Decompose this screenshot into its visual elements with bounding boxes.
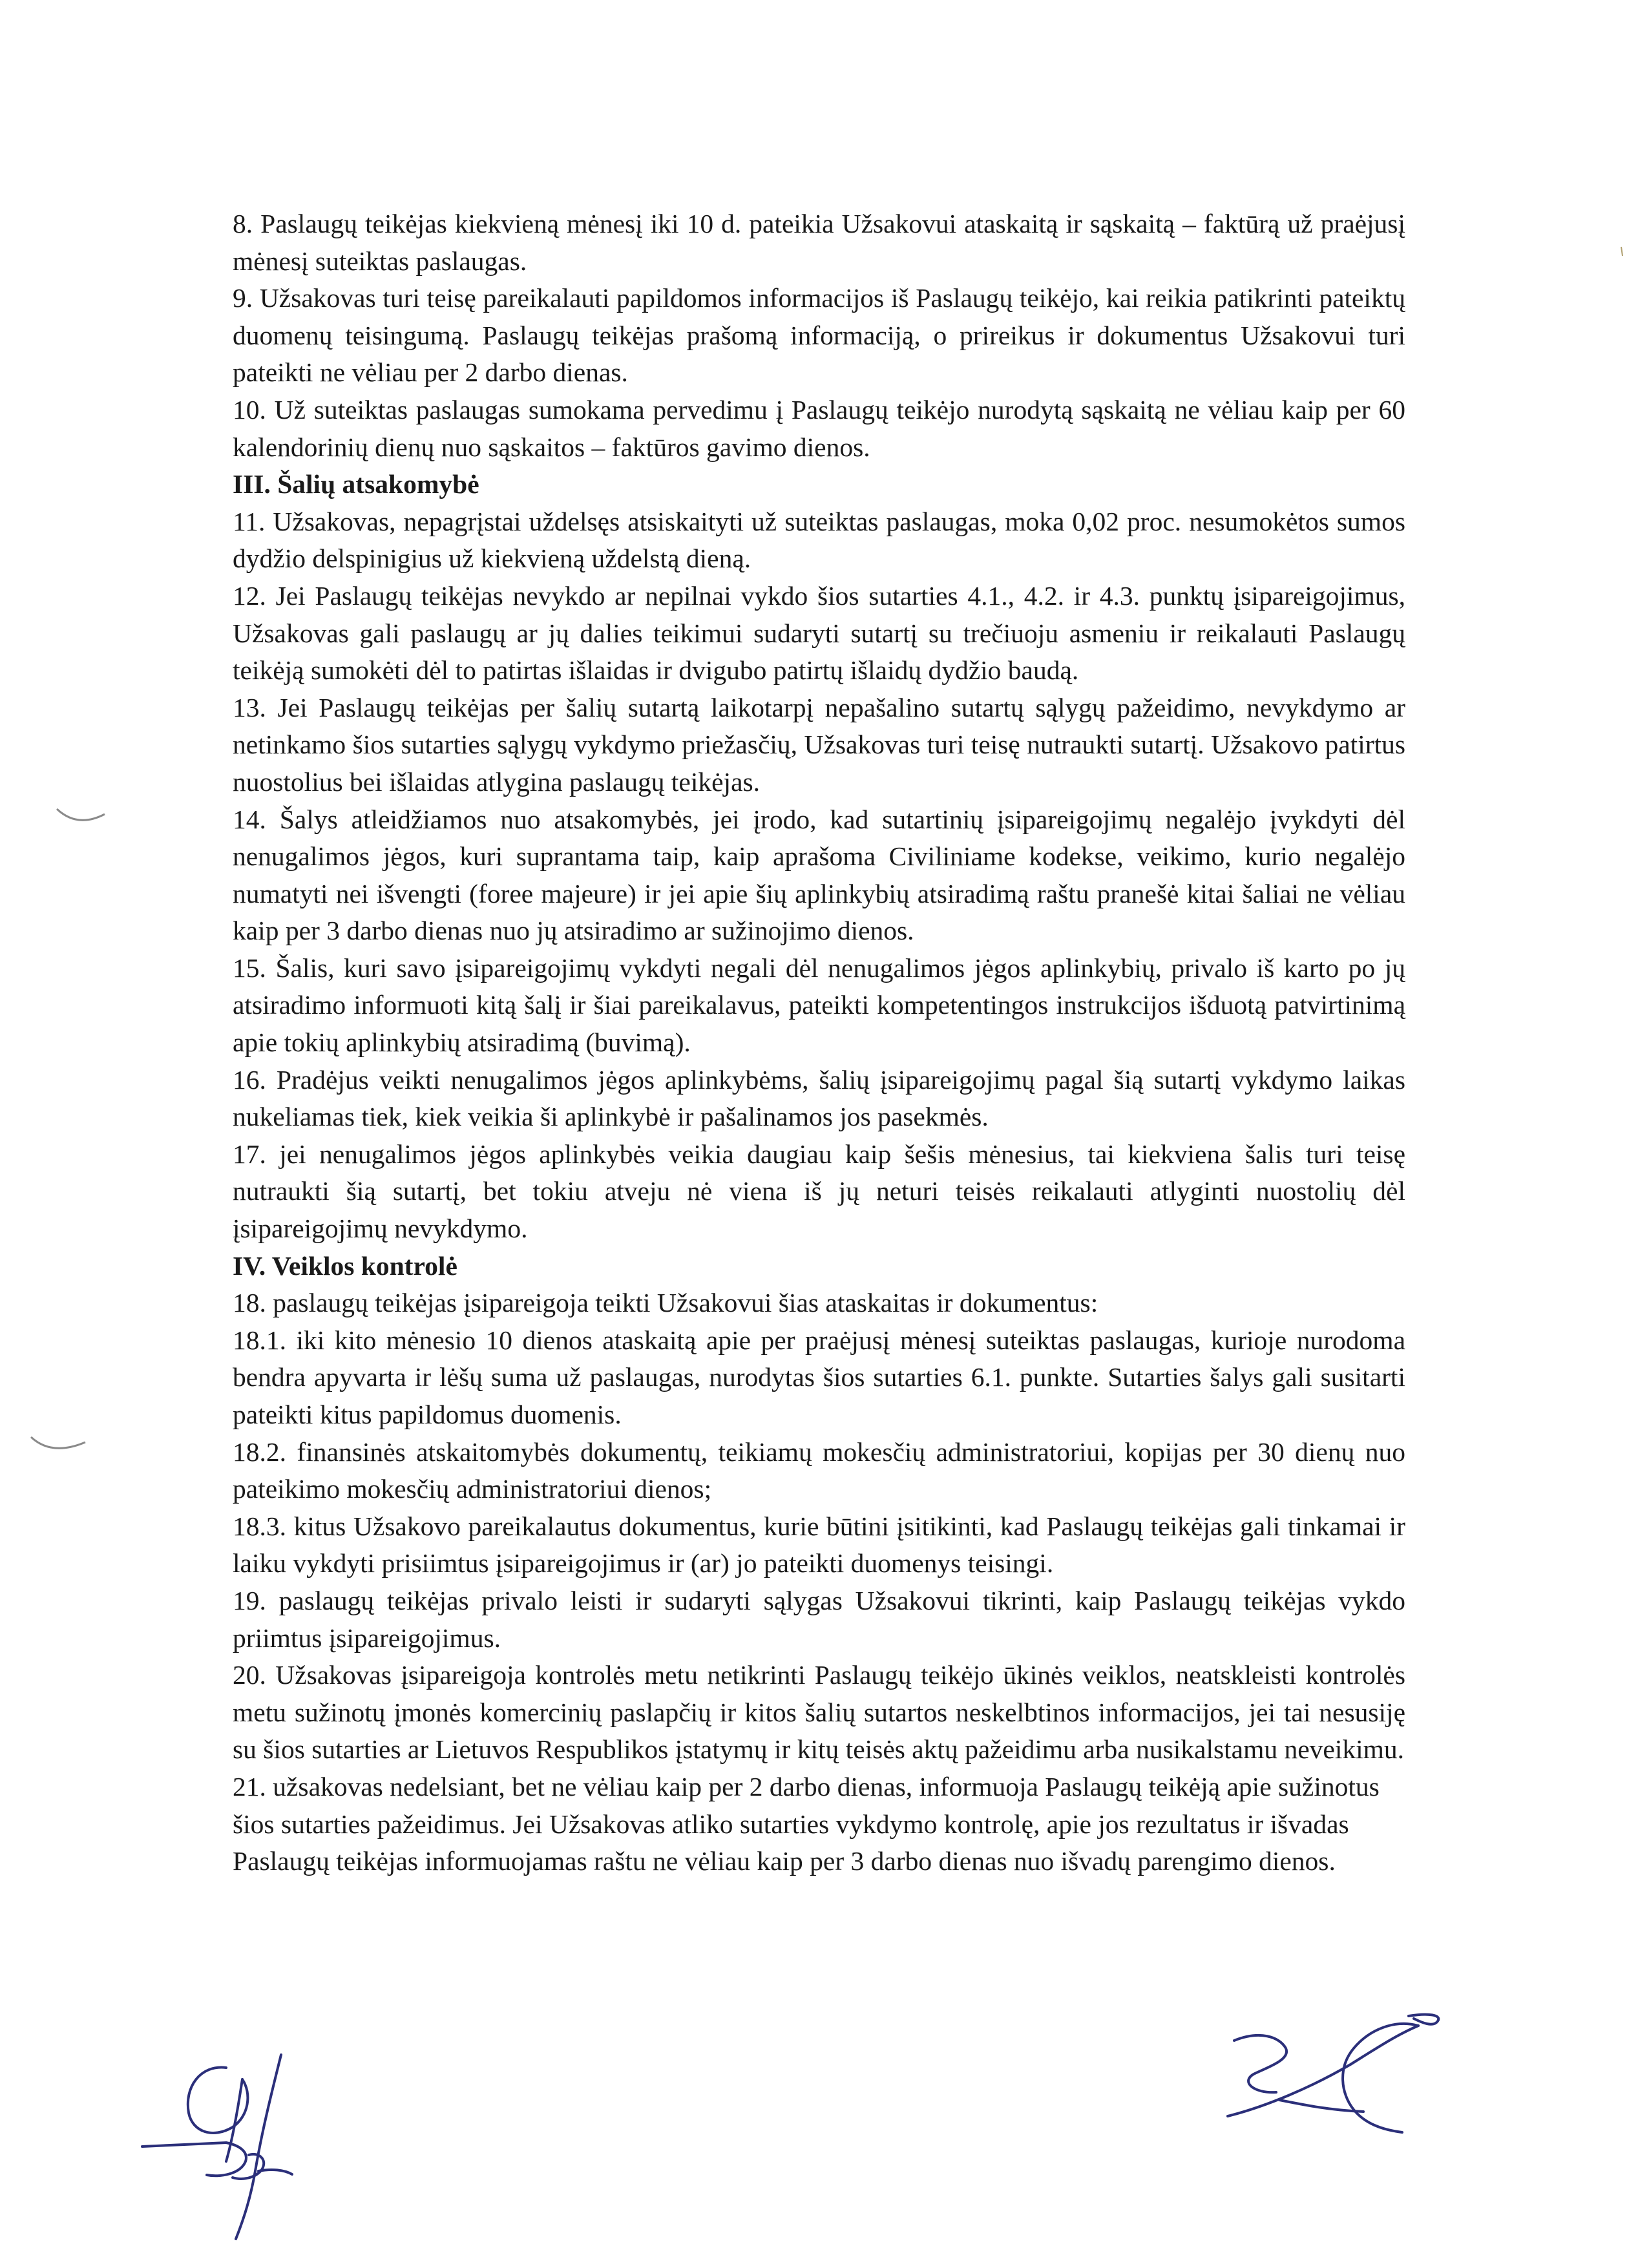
signature-left — [129, 2048, 349, 2242]
clause-15: 15. Šalis, kuri savo įsipareigojimų vykdyti negali dėl nenugalimos jėgos aplinkybių, privalo iš karto po jų atsiradimo informuoti kitą šalį ir šiai pareikalavus, pateikti kompetentingos instrukcijos išduotą patvirtinimą apie tokių aplinkybių atsiradimą (buvimą). — [233, 952, 1405, 1058]
binder-hole-mark-lower — [26, 1428, 90, 1467]
document-body — [233, 205, 1405, 1880]
clause-11: 11. Užsakovas, nepagrįstai uždelsęs atsiskaityti už suteiktas paslaugas, moka 0,02 proc. nesumokėtos sumos dydžio delspinigius už kiekvieną uždelstą dieną. — [233, 506, 1405, 574]
clause-19: 19. paslaugų teikėjas privalo leisti ir sudaryti sąlygas Užsakovui tikrinti, kaip Paslaugų teikėjas vykdo priimtus įsipareigojimus. — [233, 1585, 1405, 1653]
signature-right — [1215, 2003, 1460, 2152]
binder-hole-mark-upper — [52, 801, 110, 840]
clause-14: 14. Šalys atleidžiamos nuo atsakomybės, jei įrodo, kad sutartinių įsipareigojimų negalėjo įvykdyti dėl nenugalimos jėgos, kuri suprantama taip, kaip aprašoma Civiliniame kodekse, veikimo, kurio negalėjo numatyti nei išvengti (foree majeure) ir jei apie šių aplinkybių atsiradimą raštu pranešė kitai šaliai ne vėliau kaip per 3 darbo dienas nuo jų atsiradimo ar sužinojimo dienos. — [233, 804, 1405, 946]
clause-13: 13. Jei Paslaugų teikėjas per šalių sutartą laikotarpį nepašalino sutartų sąlygų pažeidimo, nevykdymo ar netinkamo šios sutarties sąlygų vykdymo priežasčių, Užsakovas turi teisę nutraukti sutartį. Užsakovo patirtus nuostolius bei išlaidas atlygina paslaugų teikėjas. — [233, 692, 1405, 797]
clause-21: 21. užsakovas nedelsiant, bet ne vėliau kaip per 2 darbo dienas, informuoja Paslaugų teikėją apie sužinotus šios sutarties pažeidimus. Jei Užsakovas atliko sutarties vykdymo kontrolę, apie jos rezultatus ir išvadas Paslaugų teikėjas informuojamas raštu ne vėliau kaip per 3 darbo dienas nuo išvadų parengimo dienos. — [233, 1771, 1380, 1876]
clause-18-2: 18.2. finansinės atskaitomybės dokumentų, teikiamų mokesčių administratoriui, kopijas per 30 dienų nuo pateikimo mokesčių administratoriui dienos; — [233, 1436, 1405, 1504]
clause-9: 9. Užsakovas turi teisę pareikalauti papildomos informacijos iš Paslaugų teikėjo, kai reikia patikrinti pateiktų duomenų teisingumą. Paslaugų teikėjas prašomą informaciją, o prireikus ir dokumentus Užsakovui turi pateikti ne vėliau per 2 darbo dienas. — [233, 283, 1405, 388]
clause-18-3: 18.3. kitus Užsakovo pareikalautus dokumentus, kurie būtini įsitikinti, kad Paslaugų teikėjas gali tinkamai ir laiku vykdyti prisiimtus įsipareigojimus ir (ar) jo pateikti duomenys teisingi. — [233, 1511, 1405, 1579]
scan-dot-right — [1619, 246, 1626, 258]
clause-18: 18. paslaugų teikėjas įsipareigoja teikti Užsakovui šias ataskaitas ir dokumentus: — [233, 1288, 1098, 1318]
clause-16: 16. Pradėjus veikti nenugalimos jėgos aplinkybėms, šalių įsipareigojimų pagal šią sutartį vykdymo laikas nukeliamas tiek, kiek veikia ši aplinkybė ir pašalinamos jos pasekmės. — [233, 1064, 1405, 1132]
section-iv-heading: IV. Veiklos kontrolė — [233, 1250, 457, 1281]
clause-17: 17. jei nenugalimos jėgos aplinkybės veikia daugiau kaip šešis mėnesius, tai kiekviena šalis turi teisę nutraukti šią sutartį, bet tokiu atveju nė viena iš jų neturi teisės reikalauti atlyginti nuostolių dėl įsipareigojimų nevykdymo. — [233, 1139, 1405, 1244]
clause-18-1: 18.1. iki kito mėnesio 10 dienos ataskaitą apie per praėjusį mėnesį suteiktas paslaugas, kurioje nurodoma bendra apyvarta ir lėšų suma už paslaugas, nurodytas šios sutarties 6.1. punkte. Sutarties šalys gali susitarti pateikti kitus papildomus duomenis. — [233, 1325, 1405, 1429]
clause-10: 10. Už suteiktas paslaugas sumokama pervedimu į Paslaugų teikėjo nurodytą sąskaitą ne vėliau kaip per 60 kalendorinių dienų nuo sąskaitos – faktūros gavimo dienos. — [233, 394, 1405, 462]
clause-12: 12. Jei Paslaugų teikėjas nevykdo ar nepilnai vykdo šios sutarties 4.1., 4.2. ir 4.3. punktų įsipareigojimus, Užsakovas gali paslaugų ar jų dalies teikimui sudaryti sutartį su trečiuoju asmeniu ir reikalauti Paslaugų teikėją sumokėti dėl to patirtas išlaidas ir dvigubo patirtų išlaidų dydžio baudą. — [233, 580, 1405, 686]
clause-8: 8. Paslaugų teikėjas kiekvieną mėnesį iki 10 d. pateikia Užsakovui ataskaitą ir sąskaitą – faktūrą už praėjusį mėnesį suteiktas paslaugas. — [233, 209, 1405, 276]
clause-20: 20. Užsakovas įsipareigoja kontrolės metu netikrinti Paslaugų teikėjo ūkinės veiklos, neatskleisti kontrolės metu sužinotų įmonės komercinių paslapčių ir kitos šalių sutartos neskelbtinos informacijos, jei tai nesusiję su šios sutarties ar Lietuvos Respublikos įstatymų ir kitų teisės aktų pažeidimu arba nusikalstamu neveikimu. — [233, 1660, 1405, 1765]
section-iii-heading: III. Šalių atsakomybė — [233, 469, 479, 499]
